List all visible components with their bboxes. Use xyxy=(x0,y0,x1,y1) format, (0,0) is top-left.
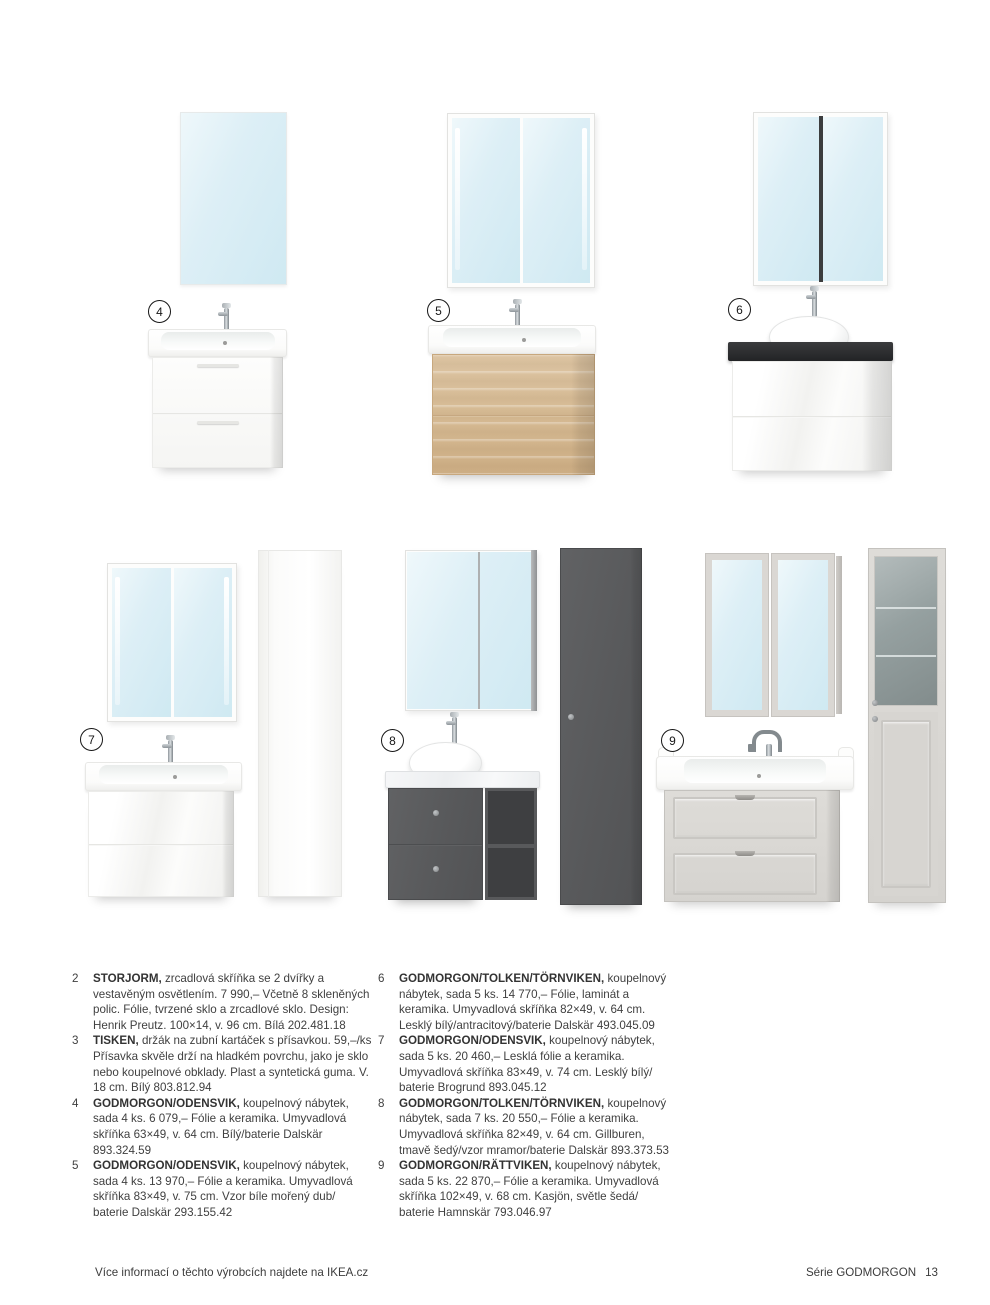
door-gap xyxy=(478,552,480,709)
sink-top xyxy=(428,325,596,354)
mirror-cabinet xyxy=(753,112,888,286)
listing-description xyxy=(93,1033,374,1095)
listing-product-name: GODMORGON/ODENSVIK, xyxy=(93,1159,240,1173)
ceramic-sink-top xyxy=(656,756,854,790)
badge-number: 8 xyxy=(389,733,396,748)
framed-mirror-door xyxy=(705,553,769,717)
listing-text: koupelnový nábytek, sada 4 ks. 13 970,– Fólie a keramika. Umyvadlová skříňka 83×49, v. 75 cm. Vzor bíle mořený dub/ baterie Dalskär 293.155.42 xyxy=(93,1159,353,1219)
faucet-icon xyxy=(162,735,174,762)
tall-cabinet xyxy=(258,550,342,897)
page-number: 13 xyxy=(925,1266,938,1279)
glass-door xyxy=(874,556,938,706)
listing-text: držák na zubní kartáček s přísavkou. 59,–/ks Přísavka skvěle drží na hladkém povrchu, jako je sklo nebo koupelnové obklady. Plast a syntetická guma. V. 18 cm. Bílý 803.812.94 xyxy=(93,1034,372,1095)
listing-text: koupelnový nábytek, sada 5 ks. 22 870,– Fólie a keramika. Umyvadlová skříňka 102×49, v. 68 cm. Kasjön, světle šedá/ baterie Hamnskär 793.046.97 xyxy=(399,1159,661,1219)
product-number-badge xyxy=(80,728,103,751)
vanity-cabinet xyxy=(732,361,892,471)
sink-top xyxy=(148,329,287,357)
listing-column-left xyxy=(72,971,374,1221)
listing-text: koupelnový nábytek, sada 7 ks. 20 550,– Fólie a keramika. Umyvadlová skříňka 82×49, v. 64 cm. Gillburen, tmavě šedý/vzor mramor/baterie Dalskär 893.373.53 xyxy=(399,1096,669,1157)
vanity-cabinet-oak xyxy=(432,354,595,475)
product-number-badge xyxy=(148,300,171,323)
listing-number: 7 xyxy=(378,1034,385,1048)
product-number-badge xyxy=(427,299,450,322)
listing-text: koupelnový nábytek, sada 5 ks. 14 770,– Fólie, laminát a keramika. Umyvadlová skříňka 82×49, v. 64 cm. Lesklý bílý/antracitový/baterie Dalskär 493.045.09 xyxy=(399,972,667,1032)
listing-description xyxy=(93,1158,374,1220)
listing-number: 4 xyxy=(72,1096,79,1110)
anthracite-countertop xyxy=(728,342,893,361)
listing-description xyxy=(93,971,374,1033)
product-listing xyxy=(72,1158,374,1220)
door-gap xyxy=(819,116,823,282)
listing-product-name: STORJORM, xyxy=(93,972,162,985)
mirror xyxy=(180,112,287,285)
product-listing xyxy=(72,1033,374,1095)
marble-countertop xyxy=(385,771,540,788)
open-shelf-unit xyxy=(485,788,537,900)
series-label: Série GODMORGON xyxy=(805,1266,917,1279)
vanity-cabinet-lightgray xyxy=(664,790,840,902)
mirror-cabinet xyxy=(447,113,595,288)
product-listing xyxy=(378,1096,674,1158)
listing-product-name: TISKEN, xyxy=(93,1034,139,1048)
listing-description xyxy=(93,1096,374,1158)
product-listing xyxy=(72,1096,374,1158)
product-listing xyxy=(378,1158,674,1220)
listing-number: 8 xyxy=(378,1096,385,1110)
vanity-cabinet xyxy=(152,357,283,468)
product-number-badge xyxy=(381,729,404,752)
faucet-icon xyxy=(446,712,458,744)
vanity-cabinet-gray xyxy=(388,788,483,900)
listing-number: 3 xyxy=(72,1034,79,1048)
listing-description xyxy=(399,971,674,1033)
listing-number: 2 xyxy=(72,972,79,985)
listing-product-name: GODMORGON/ODENSVIK, xyxy=(93,1096,240,1110)
product-listing xyxy=(72,971,374,1033)
cabinet-side xyxy=(836,556,842,714)
listing-product-name: GODMORGON/RÄTTVIKEN, xyxy=(399,1159,552,1173)
badge-number: 5 xyxy=(435,303,442,318)
listing-product-name: GODMORGON/TOLKEN/TÖRNVIKEN, xyxy=(399,972,605,985)
product-listing xyxy=(378,1033,674,1095)
mirror-cabinet xyxy=(405,550,537,711)
cabinet-door xyxy=(874,712,938,896)
badge-number: 6 xyxy=(736,302,743,317)
faucet-icon xyxy=(509,299,521,326)
badge-number: 4 xyxy=(156,304,163,319)
listing-number: 5 xyxy=(72,1159,79,1173)
vanity-cabinet xyxy=(88,791,234,897)
cabinet-side xyxy=(531,550,537,711)
listing-text: koupelnový nábytek, sada 4 ks. 6 079,– Fólie a keramika. Umyvadlová skříňka 63×49, v. 64 cm. Bílý/baterie Dalskär 893.324.59 xyxy=(93,1096,349,1157)
listing-description xyxy=(399,1096,674,1158)
footer-series xyxy=(806,1266,938,1279)
faucet-icon xyxy=(806,286,818,312)
listing-description xyxy=(399,1033,674,1095)
door-knob xyxy=(872,716,878,722)
listing-text: zrcadlová skříňka se 2 dvířky a vestavěným osvětlením. 7 990,– Včetně 8 skleněných polic. Fólie, tvrzené sklo a zrcadlové sklo. Design: Henrik Preutz. 100×14, v. 96 cm. Bílá 202.481.18 xyxy=(93,972,370,1032)
badge-number: 7 xyxy=(88,732,95,747)
listing-description xyxy=(399,1158,674,1220)
footer-info: Více informací o těchto výrobcích najdete na IKEA.cz xyxy=(95,1266,369,1279)
product-number-badge xyxy=(728,298,751,321)
door-knob xyxy=(872,700,878,706)
listing-product-name: GODMORGON/ODENSVIK, xyxy=(399,1034,546,1048)
listing-number: 9 xyxy=(378,1159,385,1173)
listing-number: 6 xyxy=(378,972,385,985)
listing-product-name: GODMORGON/TOLKEN/TÖRNVIKEN, xyxy=(399,1096,605,1110)
tall-cabinet-gray xyxy=(560,548,642,905)
faucet-icon xyxy=(218,303,230,330)
product-listing xyxy=(378,971,674,1033)
sink-top xyxy=(85,762,242,791)
product-number-badge xyxy=(661,729,684,752)
listing-text: koupelnový nábytek, sada 5 ks. 20 460,– Lesklá fólie a keramika. Umyvadlová skříňka 83×49, v. 74 cm. Lesklý bílý/ baterie Brogrund 893.045.12 xyxy=(399,1034,655,1095)
badge-number: 9 xyxy=(669,733,676,748)
listing-column-right xyxy=(378,971,674,1221)
framed-mirror-door xyxy=(771,553,835,717)
mirror-cabinet xyxy=(107,563,237,722)
